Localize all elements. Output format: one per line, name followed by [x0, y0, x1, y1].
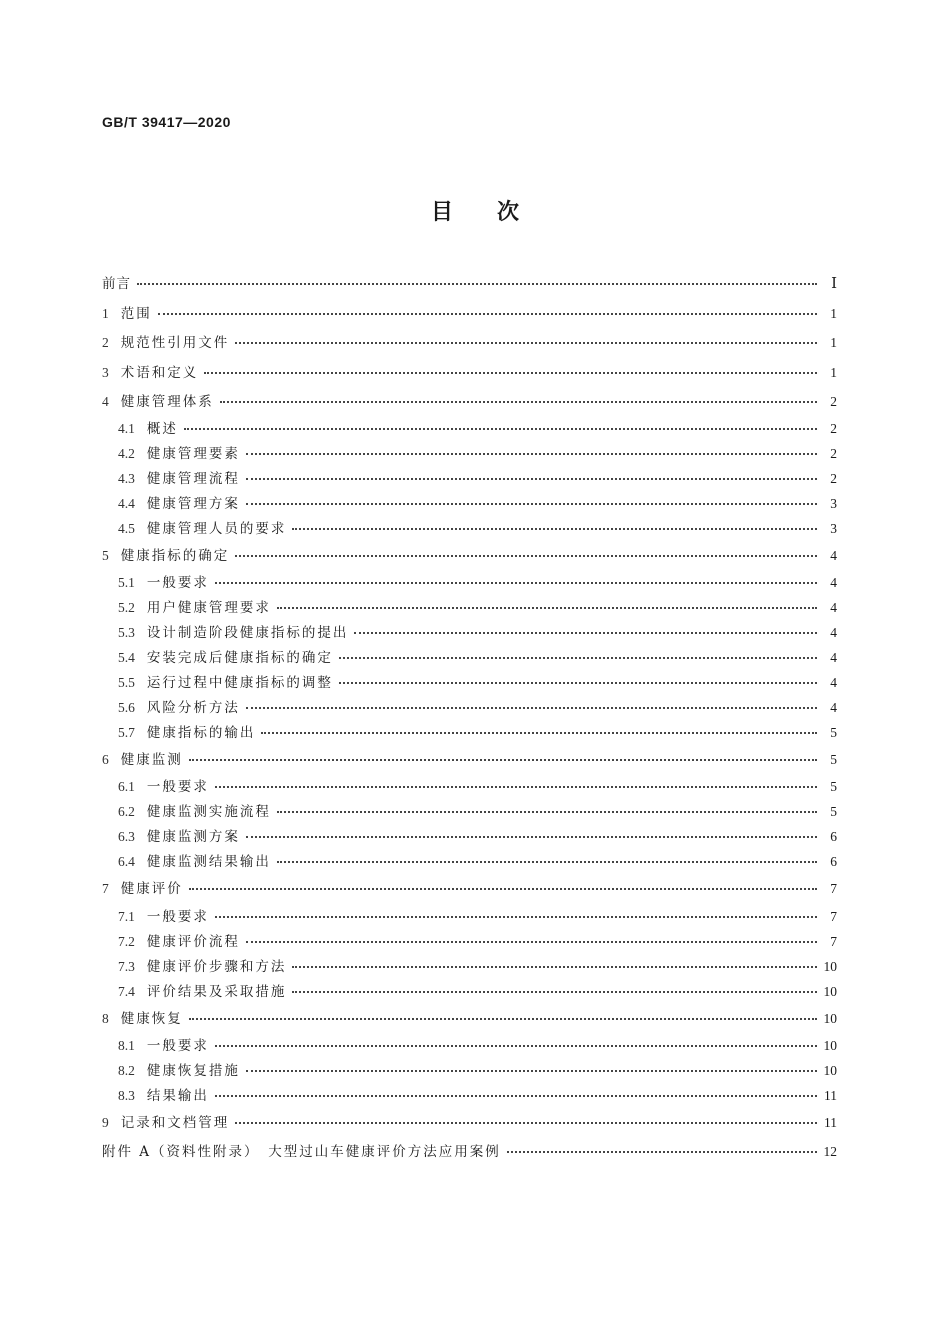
toc-leader-dots	[246, 499, 817, 505]
toc-entry-page: 4	[830, 600, 837, 616]
toc-entry[interactable]	[102, 1033, 837, 1058]
toc-entry-number: 6.1	[118, 779, 135, 795]
toc-entry-label: 健康指标的确定	[120, 547, 230, 564]
toc-leader-dots	[215, 782, 817, 788]
toc-entry-page: 5	[830, 725, 837, 741]
toc-leader-dots	[246, 703, 817, 709]
toc-entry-label: 健康评价流程	[146, 933, 240, 950]
toc-leader-dots	[292, 962, 817, 968]
toc-leader-dots	[215, 912, 817, 918]
toc-entry[interactable]	[102, 416, 837, 441]
toc-leader-dots	[246, 449, 817, 455]
toc-entry-page: 2	[830, 445, 837, 461]
toc-entry-number: 6.2	[118, 804, 135, 820]
toc-entry-label: 一般要求	[146, 1037, 209, 1054]
toc-entry[interactable]	[102, 466, 837, 491]
toc-entry-page: 7	[830, 908, 837, 924]
toc-entry-label: 结果输出	[146, 1087, 209, 1104]
toc-leader-dots	[220, 397, 817, 403]
toc-leader-dots	[215, 1041, 817, 1047]
toc-entry[interactable]	[102, 670, 837, 695]
toc-entry-number: 6.4	[118, 854, 135, 870]
toc-entry-page: 2	[830, 420, 837, 436]
toc-entry[interactable]	[102, 270, 837, 299]
toc-entry-page: 7	[830, 933, 837, 949]
toc-leader-dots	[339, 653, 817, 659]
toc-entry-number: 8.3	[118, 1087, 135, 1103]
toc-entry[interactable]	[102, 441, 837, 466]
table-of-contents	[102, 270, 837, 1166]
toc-entry-label: 一般要求	[146, 779, 209, 796]
toc-entry-page: 2	[830, 470, 837, 486]
toc-entry-page: 1	[830, 335, 837, 351]
toc-entry[interactable]	[102, 1137, 837, 1166]
toc-leader-dots	[354, 628, 817, 634]
toc-entry-label: 健康监测实施流程	[146, 804, 271, 821]
toc-entry-label: 前言	[102, 276, 131, 292]
toc-entry[interactable]	[102, 745, 837, 774]
toc-entry-page: 10	[823, 1037, 837, 1053]
toc-entry-number: 4.2	[118, 445, 135, 461]
toc-entry-page: 2	[830, 393, 837, 409]
standard-code: GB/T 39417—2020	[102, 114, 231, 130]
toc-entry-page: 4	[830, 650, 837, 666]
toc-entry[interactable]	[102, 328, 837, 357]
toc-leader-dots	[189, 1014, 817, 1020]
toc-entry-number: 4.1	[118, 420, 135, 436]
toc-entry-label: 规范性引用文件	[120, 335, 230, 352]
toc-leader-dots	[246, 474, 817, 480]
toc-entry-page: Ⅰ	[831, 276, 837, 292]
toc-entry[interactable]	[102, 874, 837, 903]
toc-entry-label: 健康管理要素	[146, 445, 240, 462]
toc-entry-label: 健康指标的输出	[146, 725, 256, 742]
toc-entry-page: 1	[830, 364, 837, 380]
toc-entry[interactable]	[102, 387, 837, 416]
toc-leader-dots	[204, 368, 817, 374]
toc-entry[interactable]	[102, 1004, 837, 1033]
toc-entry-page: 4	[830, 575, 837, 591]
toc-leader-dots	[507, 1147, 817, 1153]
toc-entry-number: 3	[102, 364, 109, 380]
toc-entry-page: 5	[830, 804, 837, 820]
toc-entry-label: 一般要求	[146, 908, 209, 925]
toc-entry-number: 7.1	[118, 908, 135, 924]
toc-entry-number: 4.5	[118, 520, 135, 536]
toc-entry-page: 3	[830, 495, 837, 511]
toc-entry[interactable]	[102, 570, 837, 595]
toc-entry-number: 1	[102, 306, 109, 322]
toc-leader-dots	[277, 603, 817, 609]
toc-leader-dots	[215, 1091, 817, 1097]
toc-entry-number: 5.7	[118, 725, 135, 741]
toc-entry[interactable]	[102, 979, 837, 1004]
toc-entry-label: 健康评价步骤和方法	[146, 958, 287, 975]
toc-entry-page: 11	[824, 1087, 837, 1103]
toc-entry-label: 用户健康管理要求	[146, 600, 271, 617]
toc-entry-page: 10	[823, 1010, 837, 1026]
toc-entry-page: 7	[830, 881, 837, 897]
toc-leader-dots	[189, 884, 817, 890]
toc-entry-label: 设计制造阶段健康指标的提出	[146, 625, 349, 642]
toc-entry[interactable]	[102, 774, 837, 799]
toc-entry-number: 7	[102, 881, 109, 897]
toc-entry-label: 健康监测方案	[146, 829, 240, 846]
toc-entry[interactable]	[102, 595, 837, 620]
toc-leader-dots	[189, 755, 817, 761]
toc-entry-number: 7.4	[118, 983, 135, 999]
toc-leader-dots	[235, 551, 817, 557]
toc-entry-number: 4	[102, 393, 109, 409]
page-title: 目次	[430, 200, 563, 225]
toc-entry-label: 健康评价	[120, 881, 183, 898]
toc-entry-label: 附件 A（资料性附录） 大型过山车健康评价方法应用案例	[102, 1143, 501, 1160]
toc-entry-number: 9	[102, 1114, 109, 1130]
toc-entry-number: 5.1	[118, 575, 135, 591]
toc-entry[interactable]	[102, 799, 837, 824]
toc-entry-label: 概述	[146, 420, 178, 437]
toc-entry-page: 4	[830, 675, 837, 691]
toc-entry-label: 健康管理人员的要求	[146, 520, 287, 537]
toc-entry-page: 3	[830, 520, 837, 536]
toc-entry-number: 8.1	[118, 1037, 135, 1053]
toc-leader-dots	[292, 524, 817, 530]
toc-entry[interactable]	[102, 929, 837, 954]
toc-leader-dots	[339, 678, 817, 684]
toc-entry-label: 范围	[120, 306, 152, 323]
toc-entry-label: 风险分析方法	[146, 700, 240, 717]
toc-entry-number: 2	[102, 335, 109, 351]
toc-entry-page: 12	[823, 1143, 837, 1159]
toc-leader-dots	[235, 1118, 817, 1124]
toc-entry[interactable]	[102, 720, 837, 745]
toc-entry-label: 一般要求	[146, 575, 209, 592]
toc-entry-page: 4	[830, 625, 837, 641]
toc-leader-dots	[292, 987, 817, 993]
toc-entry[interactable]	[102, 645, 837, 670]
toc-entry[interactable]	[102, 1108, 837, 1137]
toc-entry-number: 6.3	[118, 829, 135, 845]
toc-entry-label: 安装完成后健康指标的确定	[146, 650, 333, 667]
toc-entry-page: 5	[830, 779, 837, 795]
toc-leader-dots	[215, 578, 817, 584]
toc-entry[interactable]	[102, 1058, 837, 1083]
toc-entry-number: 5.4	[118, 650, 135, 666]
toc-entry-label: 健康恢复措施	[146, 1062, 240, 1079]
toc-entry-number: 5.6	[118, 700, 135, 716]
toc-entry-page: 4	[830, 547, 837, 563]
toc-entry-label: 术语和定义	[120, 364, 199, 381]
toc-entry[interactable]	[102, 491, 837, 516]
toc-entry-page: 10	[823, 1062, 837, 1078]
toc-entry-number: 5	[102, 547, 109, 563]
toc-entry-number: 5.3	[118, 625, 135, 641]
toc-entry-number: 6	[102, 752, 109, 768]
toc-leader-dots	[261, 728, 817, 734]
toc-entry[interactable]	[102, 541, 837, 570]
toc-leader-dots	[277, 807, 817, 813]
toc-entry[interactable]	[102, 849, 837, 874]
toc-entry-label: 健康监测结果输出	[146, 854, 271, 871]
toc-entry-number: 8	[102, 1010, 109, 1026]
toc-entry[interactable]	[102, 620, 837, 645]
toc-entry-page: 4	[830, 700, 837, 716]
toc-entry-number: 5.5	[118, 675, 135, 691]
toc-leader-dots	[246, 1066, 817, 1072]
toc-leader-dots	[184, 424, 817, 430]
toc-entry-number: 7.2	[118, 933, 135, 949]
toc-entry-page: 1	[830, 306, 837, 322]
toc-entry[interactable]	[102, 695, 837, 720]
toc-entry-page: 11	[824, 1114, 837, 1130]
toc-entry-number: 4.3	[118, 470, 135, 486]
toc-leader-dots	[235, 338, 817, 344]
toc-leader-dots	[137, 279, 817, 285]
toc-entry-number: 5.2	[118, 600, 135, 616]
toc-leader-dots	[158, 309, 817, 315]
toc-entry-number: 8.2	[118, 1062, 135, 1078]
toc-leader-dots	[277, 857, 817, 863]
toc-entry[interactable]	[102, 299, 837, 328]
toc-entry-label: 评价结果及采取措施	[146, 983, 287, 1000]
toc-entry[interactable]	[102, 358, 837, 387]
toc-entry-label: 健康监测	[120, 752, 183, 769]
toc-entry[interactable]	[102, 516, 837, 541]
toc-entry-label: 健康恢复	[120, 1010, 183, 1027]
toc-leader-dots	[246, 937, 817, 943]
toc-entry[interactable]	[102, 1083, 837, 1108]
toc-entry-page: 10	[823, 958, 837, 974]
toc-leader-dots	[246, 832, 817, 838]
toc-entry-page: 6	[830, 854, 837, 870]
toc-entry-number: 7.3	[118, 958, 135, 974]
toc-entry-label: 运行过程中健康指标的调整	[146, 675, 333, 692]
toc-entry-label: 健康管理体系	[120, 393, 214, 410]
toc-entry[interactable]	[102, 824, 837, 849]
toc-entry[interactable]	[102, 904, 837, 929]
toc-entry-label: 健康管理流程	[146, 470, 240, 487]
toc-entry-label: 健康管理方案	[146, 495, 240, 512]
toc-entry-number: 4.4	[118, 495, 135, 511]
toc-entry-page: 6	[830, 829, 837, 845]
toc-entry-page: 5	[830, 752, 837, 768]
toc-entry-page: 10	[823, 983, 837, 999]
toc-entry-label: 记录和文档管理	[120, 1114, 230, 1131]
toc-entry[interactable]	[102, 954, 837, 979]
